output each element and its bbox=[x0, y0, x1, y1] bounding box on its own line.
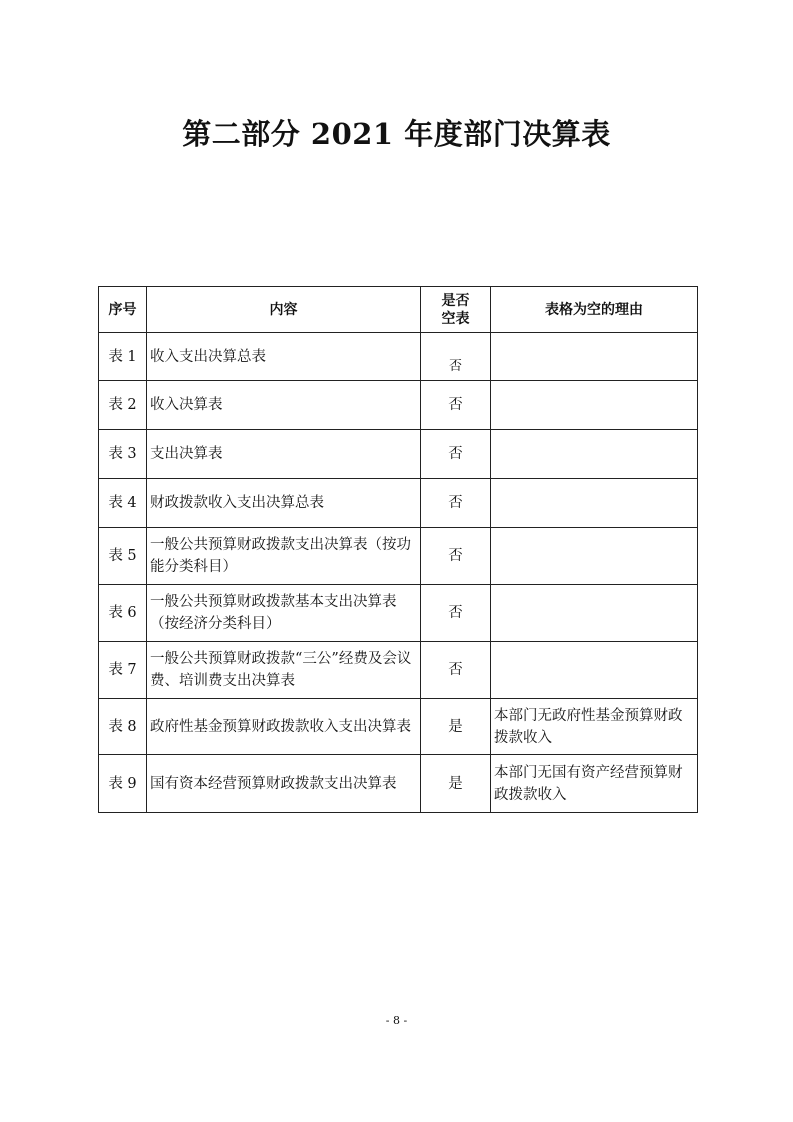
header-seq: 序号 bbox=[99, 287, 147, 333]
row-content: 一般公共预算财政拨款基本支出决算表（按经济分类科目） bbox=[147, 585, 421, 642]
row-content: 财政拨款收入支出决算总表 bbox=[147, 479, 421, 528]
row-empty-value: 是 bbox=[421, 699, 491, 755]
header-is-empty-line1: 是否 bbox=[441, 292, 470, 309]
row-content: 国有资本经营预算财政拨款支出决算表 bbox=[147, 755, 421, 813]
table-row bbox=[99, 381, 698, 430]
row-reason: 本部门无国有资产经营预算财政拨款收入 bbox=[491, 755, 698, 813]
row-empty-value: 否 bbox=[421, 585, 491, 642]
row-seq: 表 5 bbox=[99, 528, 147, 585]
row-content: 一般公共预算财政拨款支出决算表（按功能分类科目） bbox=[147, 528, 421, 585]
row-reason bbox=[491, 430, 698, 479]
row-content: 政府性基金预算财政拨款收入支出决算表 bbox=[147, 699, 421, 755]
table-row bbox=[99, 333, 698, 381]
row-empty-value: 否 bbox=[421, 479, 491, 528]
table-row bbox=[99, 528, 698, 585]
row-seq: 表 2 bbox=[99, 381, 147, 430]
row-empty-value: 否 bbox=[421, 642, 491, 699]
header-reason: 表格为空的理由 bbox=[491, 287, 698, 333]
page-title: 第二部分 2021 年度部门决算表 bbox=[182, 117, 611, 151]
row-reason bbox=[491, 333, 698, 381]
row-content: 一般公共预算财政拨款“三公”经费及会议费、培训费支出决算表 bbox=[147, 642, 421, 699]
row-seq: 表 6 bbox=[99, 585, 147, 642]
header-is-empty bbox=[421, 287, 491, 333]
table-row bbox=[99, 642, 698, 699]
row-reason bbox=[491, 381, 698, 430]
row-empty-cell bbox=[421, 333, 491, 381]
row-seq: 表 1 bbox=[99, 333, 147, 381]
row-empty-value: 否 bbox=[421, 528, 491, 585]
table-row bbox=[99, 430, 698, 479]
row-reason: 本部门无政府性基金预算财政拨款收入 bbox=[491, 699, 698, 755]
table-row bbox=[99, 699, 698, 755]
row-seq: 表 8 bbox=[99, 699, 147, 755]
report-index-table bbox=[98, 286, 698, 813]
table-header-row bbox=[99, 287, 698, 333]
row-reason bbox=[491, 585, 698, 642]
row-reason bbox=[491, 528, 698, 585]
row-empty-value: 否 bbox=[421, 381, 491, 430]
header-is-empty-line2: 空表 bbox=[441, 310, 470, 327]
table-row bbox=[99, 585, 698, 642]
table-row bbox=[99, 755, 698, 813]
row-empty-value: 否 bbox=[421, 430, 491, 479]
row-content: 收入支出决算总表 bbox=[147, 333, 421, 381]
row-seq: 表 4 bbox=[99, 479, 147, 528]
row-content: 收入决算表 bbox=[147, 381, 421, 430]
row-seq: 表 3 bbox=[99, 430, 147, 479]
table-row bbox=[99, 479, 698, 528]
row-empty-value: 否 bbox=[448, 358, 462, 374]
header-content: 内容 bbox=[147, 287, 421, 333]
page-number: - 8 - bbox=[385, 1014, 408, 1027]
row-empty-value: 是 bbox=[421, 755, 491, 813]
row-seq: 表 9 bbox=[99, 755, 147, 813]
row-seq: 表 7 bbox=[99, 642, 147, 699]
row-content: 支出决算表 bbox=[147, 430, 421, 479]
row-reason bbox=[491, 479, 698, 528]
row-reason bbox=[491, 642, 698, 699]
